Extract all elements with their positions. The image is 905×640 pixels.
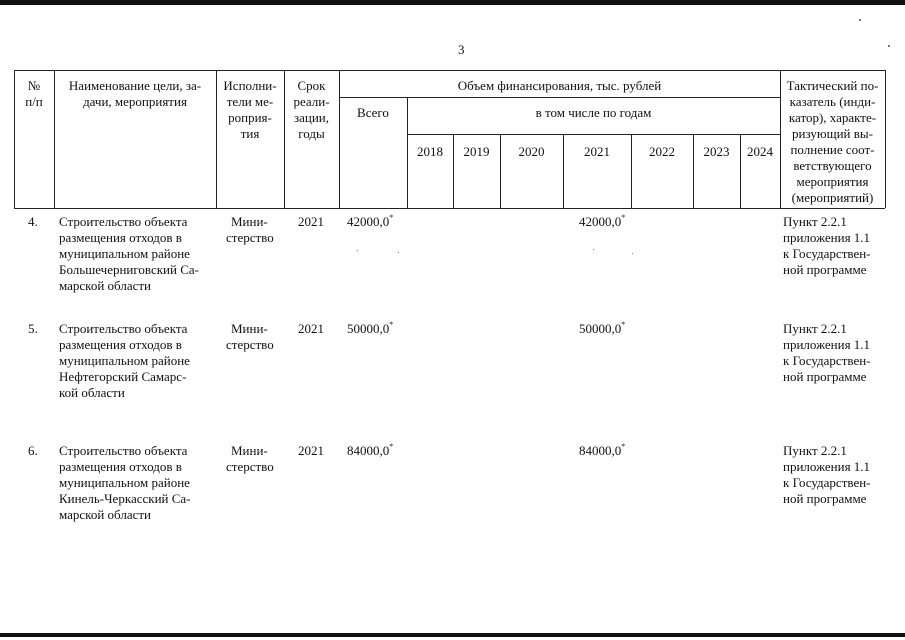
row-term: 2021 bbox=[298, 214, 324, 229]
scan-speck bbox=[593, 249, 594, 250]
scan-speck bbox=[632, 253, 633, 254]
header-by-years: в том числе по годам bbox=[535, 105, 652, 120]
row-number: 6. bbox=[28, 443, 38, 458]
scan-speck bbox=[357, 250, 358, 251]
row-year-2021: 42000,0* bbox=[579, 213, 626, 229]
row-executor: Мини- стерство bbox=[226, 443, 274, 474]
year-2020: 2020 bbox=[518, 144, 545, 159]
row-name: Строительство объекта размещения отходов в муниципальном районе Кинель-Черкасский Са- марской области bbox=[59, 443, 191, 522]
row-term: 2021 bbox=[298, 321, 324, 336]
header-num: № п/п bbox=[25, 78, 43, 109]
scan-speck bbox=[888, 45, 890, 47]
scan-speck bbox=[398, 252, 399, 253]
row-total: 84000,0* bbox=[347, 442, 394, 458]
year-2019: 2019 bbox=[463, 144, 490, 159]
row-year-2021: 50000,0* bbox=[579, 320, 626, 336]
scan-speck bbox=[859, 19, 861, 21]
year-2024: 2024 bbox=[747, 144, 773, 159]
row-name: Строительство объекта размещения отходов в муниципальном районе Большечерниговский Са- марской области bbox=[59, 214, 199, 293]
year-2023: 2023 bbox=[703, 144, 730, 159]
bottom-border-rule bbox=[0, 633, 905, 637]
row-indicator: Пункт 2.2.1 приложения 1.1 к Государствен- ной программе bbox=[783, 443, 871, 506]
row-term: 2021 bbox=[298, 443, 324, 458]
header-term: Срок реали- зации, годы bbox=[293, 78, 330, 141]
header-name: Наименование цели, за- дачи, мероприятия bbox=[68, 78, 202, 109]
row-executor: Мини- стерство bbox=[226, 214, 274, 245]
top-border-rule bbox=[0, 0, 905, 5]
header-funding: Объем финансирования, тыс. рублей bbox=[457, 78, 662, 93]
row-total: 50000,0* bbox=[347, 320, 394, 336]
header-executors: Исполни- тели ме- роприя- тия bbox=[223, 78, 277, 141]
row-indicator: Пункт 2.2.1 приложения 1.1 к Государствен- ной программе bbox=[783, 321, 871, 384]
row-name: Строительство объекта размещения отходов в муниципальном районе Нефтегорский Самарс- кой области bbox=[59, 321, 190, 400]
row-total: 42000,0* bbox=[347, 213, 394, 229]
row-year-2021: 84000,0* bbox=[579, 442, 626, 458]
year-2021: 2021 bbox=[584, 144, 610, 159]
header-total: Всего bbox=[357, 105, 389, 120]
row-executor: Мини- стерство bbox=[226, 321, 274, 352]
row-indicator: Пункт 2.2.1 приложения 1.1 к Государствен- ной программе bbox=[783, 214, 871, 277]
row-number: 4. bbox=[28, 214, 38, 229]
page-number: 3 bbox=[458, 42, 465, 57]
header-indicator: Тактический по- казатель (инди- катор), характе- ризующий вы- полнение соот- ветствующего мероприятия (мероприятий) bbox=[786, 78, 879, 205]
year-2022: 2022 bbox=[649, 144, 675, 159]
year-2018: 2018 bbox=[417, 144, 443, 159]
row-number: 5. bbox=[28, 321, 38, 336]
